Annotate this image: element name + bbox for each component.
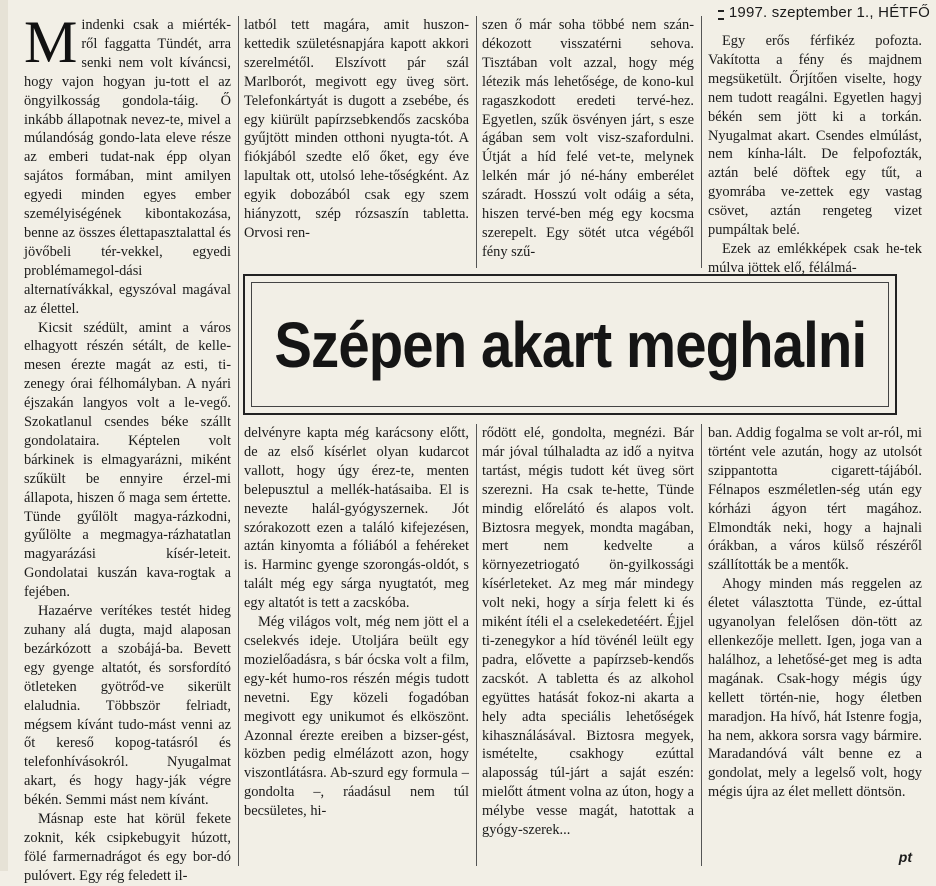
paragraph: Másnap este hat körül fekete zoknit, kék csipkebugyit húzott, fölé farmernadrágot és egy bor-dó pulóvert. Egy rég feledett il- xyxy=(24,811,231,884)
column-divider xyxy=(701,16,702,268)
paragraph: szen ő már soha többé nem szán-dékozott visszatérni sehova. Tisztában volt azzal, hogy még létezik más lehetősége, de kono-kul ragaszkodott eredeti tervé-hez. Egyetlen, szűk ösvényen járt, s esze ágában sem volt visz-szafordulni. Útját a híd felé vet-te, melynek lelkén már jó né-hány emberélet száradt. Hosszú volt odáig a séta, hiszen tervé-ben még egy kocsma szerepelt. Egy sötét utca végéből fény szű- xyxy=(482,17,694,260)
paragraph: Ahogy minden más reggelen az életet választotta Tünde, ez-úttal ugyanolyan felelősen dön-tött az ellenkezője mellett. Igen, joga van a halálhoz, a lehetősé-get meg is adta magának. Csak-hogy mégis úgy kellett történ-nie, hogy életben maradjon. Ha hívő, hát Istenre fogja, ha nem, akkora sorsra vagy bármire. Maradandóvá vált benne ez a gondolat, mely a legelső volt, hogy mégis újra az élet mellett döntsön. xyxy=(708,576,922,801)
dateline-rule xyxy=(718,10,724,20)
column-divider xyxy=(701,424,702,866)
paragraph-text: indenki csak a miérték-ről faggatta Tündét, arra senki nem volt kíváncsi, hogy vajon hogyan ju-tott el az öngyilkosság gondola-táig. Ő inkább állapotnak nevez-te, mivel a múlandóság gondo-lata eleve része az emberi tudat-nak épp olyan sajátos formában, mint amilyen egyedi minden egyes ember személyiségének kibontakozása, benne az összes élettapasztalattal és jövőbeli tér-vekkel, egyedi problémamegol-dási alternatívákkal, egyszóval magával az élettel. xyxy=(24,17,231,317)
column-3-top xyxy=(482,16,694,268)
paragraph: Ezek az emlékképek csak he-tek múlva jöttek elő, félálmá- xyxy=(708,240,922,276)
paragraph xyxy=(24,9,231,319)
column-4-top xyxy=(708,32,922,276)
column-divider xyxy=(476,16,477,268)
column-1 xyxy=(24,9,231,884)
paragraph: Hazaérve verítékes testét hideg zuhany alá dugta, majd alaposan bezárkózott a szobájá-ba. Bevett egy gyenge altatót, és sorsfordító ötleteken gyötrőd-ve sikerült elaludnia. Többször felriadt, mégsem kívánt tudo-mást venni az őt kereső kopog-tatásról és telefonhívásokról. Nyugalmat akart, és hogy hagy-ják végre békén. Semmi mást nem kívánt. xyxy=(24,603,231,809)
author-signature: pt xyxy=(898,849,912,865)
column-divider xyxy=(238,16,239,866)
column-3-bottom xyxy=(482,424,694,866)
column-divider xyxy=(476,424,477,866)
headline-frame xyxy=(251,282,889,407)
dateline: 1997. szeptember 1., HÉTFŐ xyxy=(728,4,930,21)
page-edge xyxy=(0,0,8,871)
paragraph: latból tett magára, amit huszon-kettedik születésnapjára kapott akkori szerelmétől. Elszívott pár szál Marlborót, megivott egy üveg sört. Telefonkártyát is dugott a zsebébe, és egy kiürült papírzsebkendős zacskóba gyűjtött minden otthoni nyugta-tót. A fiókjából szedte elő őket, egy éve lapultak ott, utolsó lehe-tőségként. Az egyik dobozából csak egy szem hiányzott, szép rózsaszín tabletta. Orvosi ren- xyxy=(244,17,469,241)
paragraph: Még világos volt, még nem jött el a cselekvés ideje. Utoljára beült egy mozielőadásra, s bár ócska volt a film, egy-két humo-ros részén mégis tudott nevetni. Egy közeli fogadóban megivott egy unikumot és elköszönt. Azonnal érezte ereiben a bizser-gést, közben pedig elmélázott azon, hogy viszontlátásra. Ab-szurd egy formula – gondolta –, ráadásul nem túl becsületes, hi- xyxy=(244,614,469,820)
headline-box xyxy=(243,274,897,415)
headline: Szépen akart meghalni xyxy=(274,308,866,381)
paragraph: ban. Addig fogalma se volt ar-ról, mi történt vele azután, hogy az utolsót szippantotta cigarett-tájából. Félnapos eszméletlen-ség után egy kórházi ágyon tért magához. Elmondták neki, hogy a hajnali órákban, a város külső részéről szállították be a mentők. xyxy=(708,425,922,574)
paragraph: Kicsit szédült, amint a város elhagyott részén sétált, de kelle-mesen érezte magát az esti, ti-zenegy órai félhomályban. A nyári éjszakán langyos volt a le-vegő. Szokatlanul csendes béke szállt gondolataira. Képtelen volt bárkinek is elmagyarázni, miként szűkült be ennyire érzel-mi állapota, hiszen ő maga sem értette. Tünde gyűlölt magya-rázkodni, gyűlölte a megmagya-rázhatatlan magyarázási kísér-leteit. Gondolatai kuszán kava-rogtak a fejében. xyxy=(24,319,231,601)
column-2-top xyxy=(244,16,469,268)
paragraph: delvényre kapta még karácsony előtt, de az első kísérlet olyan kudarcot vallott, hogy úgy érez-te, menten belepusztul a mellék-hatásaiba. El is nevezte halál-gyógyszernek. Jót szórakozott ezen a találó kifejezésen, aztán kinyomta a fóliából a fehéreket is. Harminc gyenge szorongás-oldót, s talált még egy sárga nyugtatót, meg egy altatót is tett a zacskóba. xyxy=(244,425,469,612)
column-4-bottom xyxy=(708,424,922,844)
paragraph: rődött elé, gondolta, megnézi. Bár már jóval túlhaladta az idő a nyitva tartást, mégis tudott két üveg sört szerezni. Ha csak te-hette, Tünde mindig előrelátó és alapos volt. Biztosra megyek, mondta magában, mert nem kedvelte a környezetriogató ön-gyilkossági kísérleteket. Az meg már mindegy volt neki, hogy a sírja felett ki és miként ítéli el a cselekedetéért. Éjjel ti-zenegykor a híd tövénél leült egy padra, elővette a papírzseb-kendős zacskót. A tabletta és az alkohol együttes hatását fokoz-ni akarta a hely adta speciális lehetőségek kihasználásával. Biztosra megyek, ismételte, csakhogy ezúttal alaposság túl-járt a saját eszén: mielőtt átment volna az úton, hogy a mélybe vesse magát, hatottak a gyógy-szerek... xyxy=(482,425,694,839)
drop-cap: M xyxy=(24,9,78,75)
paragraph: Egy erős férfikéz pofozta. Vakította a fény és majdnem megsüketült. Őrjítően viselte, hogy nem tudott reagálni. Egyetlen hagyj békén sem jött ki a torkán. Nyugalmat akart. Csendes elmúlást, nem kínha-lált. De felpofozták, aztán belé döftek egy tűt, a gyomrába ve-zettek egy vastag csövet, aztán rengeteg vizet pumpáltak belé. xyxy=(708,33,922,239)
column-2-bottom xyxy=(244,424,469,866)
